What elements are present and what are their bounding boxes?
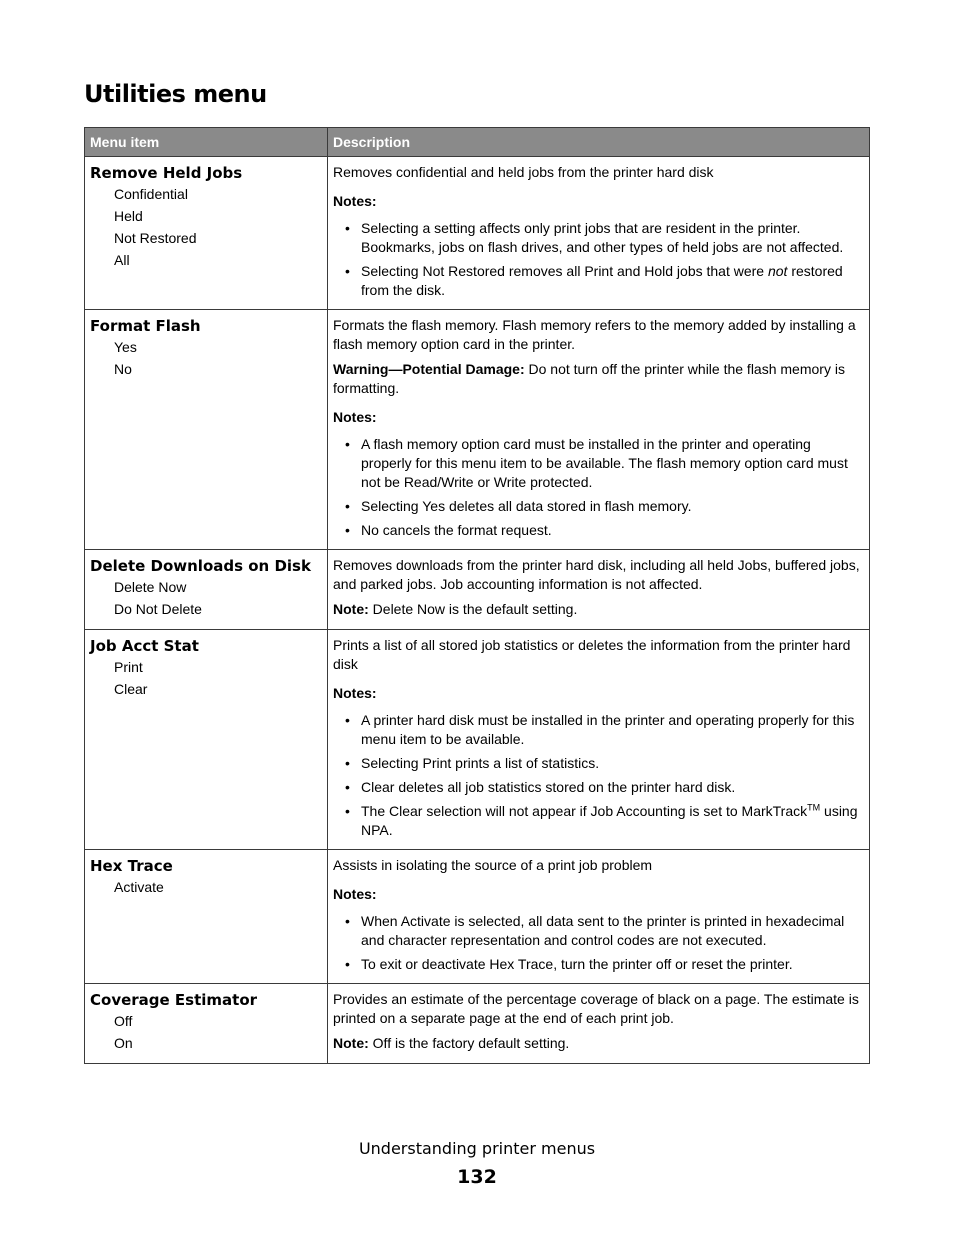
menu-option: Not Restored xyxy=(114,230,197,246)
table-row xyxy=(85,157,870,310)
menu-item-name: Job Acct Stat xyxy=(90,637,199,655)
note-bullet: • The Clear selection will not appear if Job Accounting is set to MarkTrack™ using NPA. xyxy=(361,802,864,840)
description-cell xyxy=(328,157,870,310)
menu-option: Delete Now xyxy=(114,579,187,595)
note-bullet: • Selecting Print prints a list of statistics. xyxy=(361,754,864,773)
menu-item-name: Coverage Estimator xyxy=(90,991,258,1009)
description-text: Removes confidential and held jobs from the printer hard disk xyxy=(333,164,714,180)
header-menu-item: Menu item xyxy=(85,128,328,157)
menu-option: Confidential xyxy=(114,186,188,202)
table-row xyxy=(85,630,870,850)
menu-item-cell xyxy=(85,310,328,550)
description-text: Removes downloads from the printer hard disk, including all held Jobs, buffered jobs, and parked jobs. Job accounting information is not affected. xyxy=(333,557,860,592)
menu-option: Activate xyxy=(114,879,164,895)
description-cell xyxy=(328,310,870,550)
page-title: Utilities menu xyxy=(84,80,267,108)
note-bullet: • Selecting Yes deletes all data stored in flash memory. xyxy=(361,497,864,516)
menu-item-name: Remove Held Jobs xyxy=(90,164,243,182)
menu-option: Yes xyxy=(114,339,137,355)
notes-list xyxy=(333,912,864,974)
description-cell xyxy=(328,630,870,850)
menu-option: Held xyxy=(114,208,143,224)
notes-label: Notes: xyxy=(333,886,377,902)
notes-label: Notes: xyxy=(333,685,377,701)
note-bullet: • Selecting a setting affects only print jobs that are resident in the printer. Bookmarks, jobs on flash drives, and other types of held jobs are not affected. xyxy=(361,219,864,257)
description-text: Assists in isolating the source of a print job problem xyxy=(333,857,653,873)
note-bullet: • A printer hard disk must be installed in the printer and operating properly for this menu item to be available. xyxy=(361,711,864,749)
menu-option: All xyxy=(114,252,130,268)
table-row xyxy=(85,850,870,984)
notes-list xyxy=(333,219,864,300)
utilities-menu-table xyxy=(84,127,870,1064)
table-row xyxy=(85,550,870,630)
menu-item-cell xyxy=(85,157,328,310)
menu-item-cell xyxy=(85,630,328,850)
description-text: Provides an estimate of the percentage coverage of black on a page. The estimate is printed on a separate page at the end of each print job. xyxy=(333,991,859,1026)
table-row xyxy=(85,310,870,550)
note-bullet: • Clear deletes all job statistics stored on the printer hard disk. xyxy=(361,778,864,797)
menu-item-cell xyxy=(85,850,328,984)
menu-item-name: Format Flash xyxy=(90,317,201,335)
notes-list xyxy=(333,435,864,540)
notes-label: Notes: xyxy=(333,409,377,425)
menu-item-name: Hex Trace xyxy=(90,857,173,875)
notes-label: Notes: xyxy=(333,193,377,209)
note-bullet: • Selecting Not Restored removes all Print and Hold jobs that were not restored from the disk. xyxy=(361,262,864,300)
menu-item-cell xyxy=(85,984,328,1064)
menu-option: Print xyxy=(114,659,143,675)
note-bullet: • To exit or deactivate Hex Trace, turn the printer off or reset the printer. xyxy=(361,955,864,974)
header-description: Description xyxy=(328,128,870,157)
description-cell xyxy=(328,550,870,630)
description-text: Formats the flash memory. Flash memory refers to the memory added by installing a flash memory option card in the printer. xyxy=(333,317,856,352)
menu-item-cell xyxy=(85,550,328,630)
menu-option: No xyxy=(114,361,132,377)
warning-text: Warning—Potential Damage: Do not turn off the printer while the flash memory is formatting. xyxy=(333,361,845,396)
description-cell xyxy=(328,984,870,1064)
note-text: Note: Delete Now is the default setting. xyxy=(333,601,578,617)
menu-option: Clear xyxy=(114,681,148,697)
note-bullet: • No cancels the format request. xyxy=(361,521,864,540)
menu-option: Do Not Delete xyxy=(114,601,202,617)
notes-list xyxy=(333,711,864,840)
menu-item-name: Delete Downloads on Disk xyxy=(90,557,311,575)
note-text: Note: Off is the factory default setting. xyxy=(333,1035,570,1051)
table-header-row xyxy=(85,128,870,157)
page-number: 132 xyxy=(457,1166,497,1188)
table-row xyxy=(85,984,870,1064)
menu-option: Off xyxy=(114,1013,133,1029)
note-bullet: • When Activate is selected, all data sent to the printer is printed in hexadecimal and character representation and control codes are not executed. xyxy=(361,912,864,950)
note-bullet: • A flash memory option card must be installed in the printer and operating properly for this menu item to be available. The flash memory option card must not be Read/Write or Write protected. xyxy=(361,435,864,492)
menu-option: On xyxy=(114,1035,133,1051)
description-text: Prints a list of all stored job statistics or deletes the information from the printer hard disk xyxy=(333,637,851,672)
footer-section-title: Understanding printer menus xyxy=(358,1139,596,1158)
description-cell xyxy=(328,850,870,984)
